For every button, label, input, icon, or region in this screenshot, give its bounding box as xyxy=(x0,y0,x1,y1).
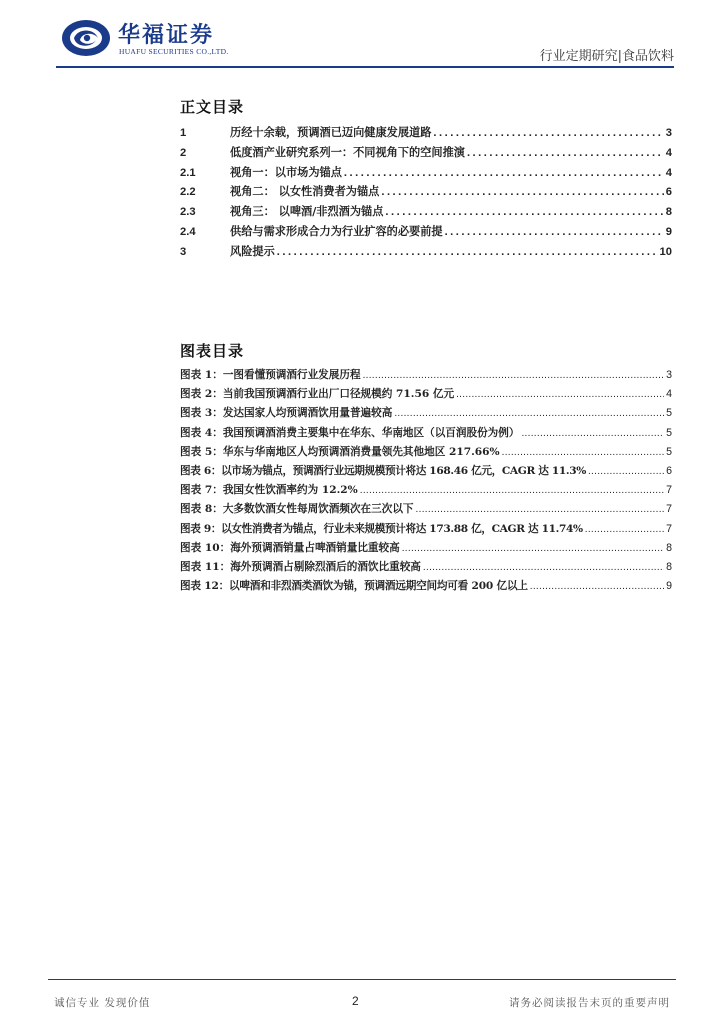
dot-leader xyxy=(416,504,665,515)
figure-entry[interactable] xyxy=(180,521,672,540)
report-category: 行业定期研究|食品饮料 xyxy=(539,49,674,64)
toc-entry-title: 供给与需求形成合力为行业扩容的必要前提 xyxy=(230,223,443,238)
toc-list xyxy=(180,124,672,263)
dot-leader xyxy=(363,370,665,381)
figure-entry-page: 9 xyxy=(666,580,672,593)
brand-name-cn: 华福证券 xyxy=(118,22,215,48)
figure-entry-title: 图表 7：我国女性饮酒率约为 12.2% xyxy=(180,484,358,497)
figure-entry-page: 5 xyxy=(666,445,672,458)
toc-entry[interactable] xyxy=(180,124,672,144)
figure-entry-title: 图表 3：发达国家人均预调酒饮用量普遍较高 xyxy=(180,407,393,420)
figure-entry-title: 图表 4：我国预调酒消费主要集中在华东、华南地区（以百润股份为例） xyxy=(180,426,520,439)
company-logo xyxy=(56,14,256,62)
dot-leader xyxy=(456,389,664,400)
toc-entry-title: 风险提示 xyxy=(230,243,275,258)
toc-entry[interactable] xyxy=(180,203,672,223)
figure-entry-page: 6 xyxy=(666,464,672,477)
footer-disclaimer: 请务必阅读报告末页的重要声明 xyxy=(509,997,670,1009)
footer-slogan: 诚信专业 发现价值 xyxy=(54,997,151,1009)
toc-entry[interactable] xyxy=(180,243,672,263)
huafu-logo-icon xyxy=(60,18,112,58)
toc-entry-number: 2.1 xyxy=(180,166,196,179)
dot-leader xyxy=(502,447,664,458)
figures-heading: 图表目录 xyxy=(180,342,245,360)
toc-entry-page: 4 xyxy=(665,146,672,159)
figure-entry[interactable] xyxy=(180,405,672,424)
figure-entry-title: 图表 1：一图看懂预调酒行业发展历程 xyxy=(180,369,361,381)
figures-list xyxy=(180,367,672,597)
toc-entry-title: 视角一：以市场为锚点 xyxy=(230,164,342,179)
toc-entry-page: 3 xyxy=(665,127,672,139)
figure-entry[interactable] xyxy=(180,482,672,501)
toc-entry[interactable] xyxy=(180,183,672,203)
figure-entry-page: 5 xyxy=(666,407,672,420)
dot-leader xyxy=(385,206,663,218)
header-divider xyxy=(56,66,674,68)
toc-entry-page: 10 xyxy=(659,245,672,258)
figure-entry[interactable] xyxy=(180,444,672,463)
figure-entry[interactable] xyxy=(180,463,672,482)
dot-leader xyxy=(445,226,664,238)
figure-entry-page: 7 xyxy=(666,503,672,516)
dot-leader xyxy=(423,562,664,573)
page-header xyxy=(56,14,674,66)
toc-entry-number: 2.3 xyxy=(180,206,196,219)
figure-entry-page: 3 xyxy=(666,369,672,381)
toc-entry-number: 3 xyxy=(180,245,187,258)
toc-entry-page: 9 xyxy=(665,225,672,238)
toc-heading: 正文目录 xyxy=(180,98,245,116)
figure-entry[interactable] xyxy=(180,386,672,405)
dot-leader xyxy=(433,127,663,139)
figure-entry[interactable] xyxy=(180,501,672,520)
toc-entry[interactable] xyxy=(180,223,672,243)
dot-leader xyxy=(381,186,663,198)
figure-entry[interactable] xyxy=(180,367,672,386)
toc-entry[interactable] xyxy=(180,144,672,164)
toc-entry-page: 4 xyxy=(665,166,672,179)
dot-leader xyxy=(360,485,664,496)
dot-leader xyxy=(585,524,664,535)
figure-entry[interactable] xyxy=(180,425,672,444)
figure-entry-title: 图表 11：海外预调酒占剔除烈酒后的酒饮比重较高 xyxy=(180,560,421,573)
figure-entry-title: 图表 8：大多数饮酒女性每周饮酒频次在三次以下 xyxy=(180,503,414,516)
figure-entry-title: 图表 10：海外预调酒销量占啤酒销量比重较高 xyxy=(180,541,400,554)
toc-entry-page: 8 xyxy=(665,206,672,219)
dot-leader xyxy=(402,543,664,554)
footer-divider xyxy=(48,979,676,980)
toc-entry-number: 2 xyxy=(180,146,187,159)
dot-leader xyxy=(344,167,664,179)
figure-entry-page: 8 xyxy=(666,560,672,573)
figure-entry-title: 图表 2：当前我国预调酒行业出厂口径规模约 71.56 亿元 xyxy=(180,388,455,401)
figure-entry-page: 5 xyxy=(666,426,672,439)
figure-entry-title: 图表 6：以市场为锚点，预调酒行业远期规模预计将达 168.46 亿元，CAGR 达 11.3% xyxy=(180,464,586,477)
figure-entry[interactable] xyxy=(180,559,672,578)
dot-leader xyxy=(467,147,664,159)
figure-entry-page: 4 xyxy=(666,388,672,401)
figure-entry-page: 7 xyxy=(666,484,672,497)
dot-leader xyxy=(394,408,664,419)
toc-entry-page: 6 xyxy=(665,186,672,199)
dot-leader xyxy=(588,466,664,477)
toc-entry-title: 视角二： 以女性消费者为锚点 xyxy=(230,184,380,199)
dot-leader xyxy=(521,428,664,439)
dot-leader xyxy=(277,246,658,258)
figure-entry[interactable] xyxy=(180,578,672,597)
toc-entry[interactable] xyxy=(180,164,672,184)
page-number: 2 xyxy=(352,994,359,1008)
figure-entry-page: 7 xyxy=(666,522,672,535)
toc-entry-title: 视角三： 以啤酒/非烈酒为锚点 xyxy=(230,204,384,219)
toc-entry-title: 低度酒产业研究系列一：不同视角下的空间推演 xyxy=(230,144,465,159)
toc-entry-number: 1 xyxy=(180,127,187,139)
figure-entry-page: 8 xyxy=(666,541,672,554)
dot-leader xyxy=(530,581,664,592)
figure-entry-title: 图表 9：以女性消费者为锚点，行业未来规模预计将达 173.88 亿，CAGR 达 11.74% xyxy=(180,522,583,535)
figure-entry-title: 图表 12：以啤酒和非烈酒类酒饮为锚，预调酒远期空间均可看 200 亿以上 xyxy=(180,580,528,593)
figure-entry-title: 图表 5：华东与华南地区人均预调酒消费量领先其他地区 217.66% xyxy=(180,445,500,458)
toc-entry-title: 历经十余载，预调酒已迈向健康发展道路 xyxy=(230,125,432,139)
figure-entry[interactable] xyxy=(180,540,672,559)
brand-name-en: HUAFU SECURITIES CO.,LTD. xyxy=(119,47,229,56)
toc-entry-number: 2.2 xyxy=(180,186,196,199)
toc-entry-number: 2.4 xyxy=(180,225,196,238)
